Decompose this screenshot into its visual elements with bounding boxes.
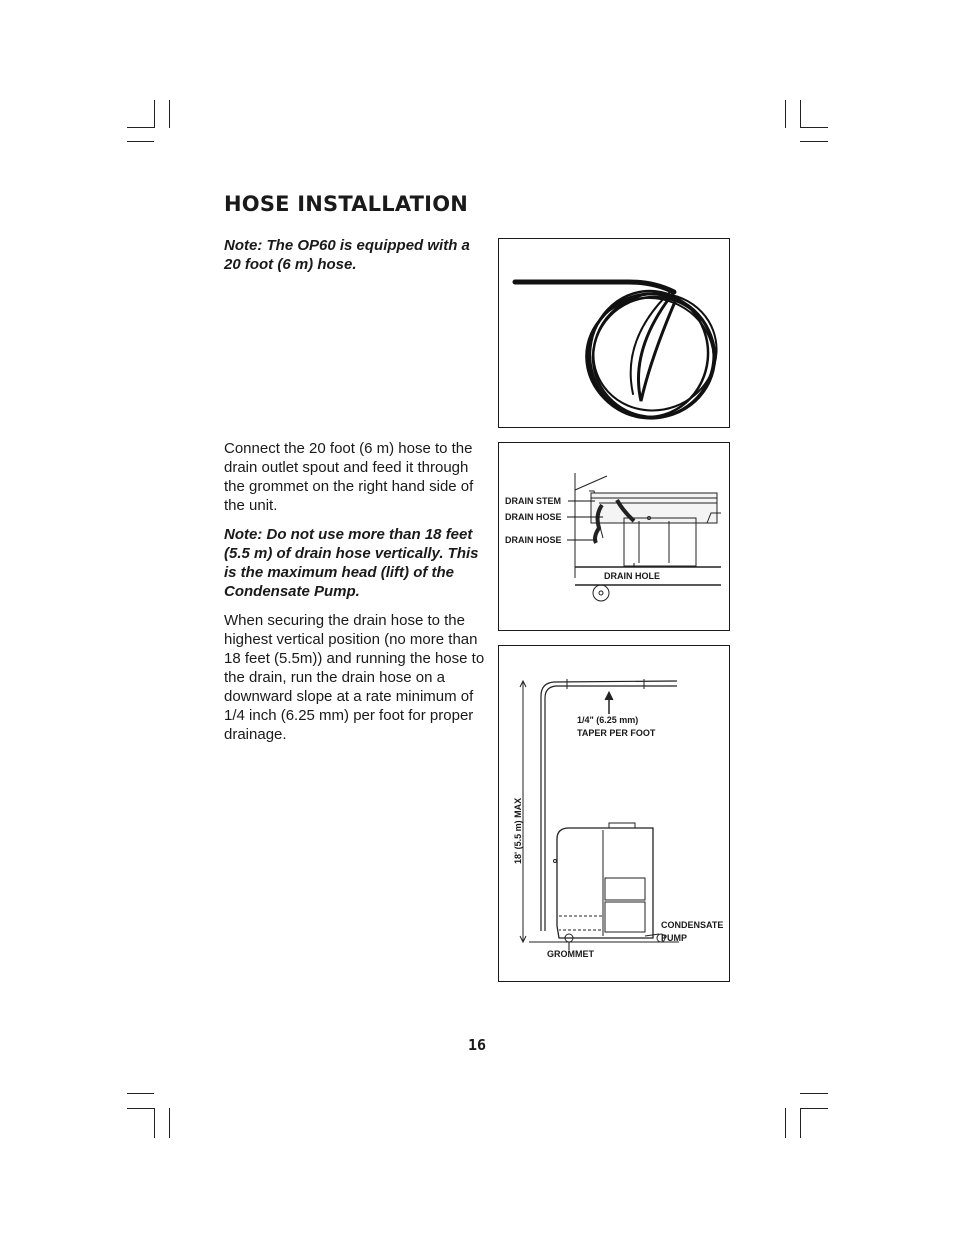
note-hose-length: Note: The OP60 is equipped with a 20 foot (6 m) hose.	[224, 237, 470, 273]
note-max-head: Note: Do not use more than 18 feet (5.5 m) of drain hose vertically. This is the maximum head (lift) of the Condensate Pump.	[224, 526, 479, 600]
label-drain-hose-lower: DRAIN HOSE	[505, 535, 562, 545]
label-drain-hole: DRAIN HOLE	[604, 571, 660, 581]
label-taper-value: 1/4" (6.25 mm)	[577, 715, 639, 725]
figure-coiled-hose	[498, 238, 730, 428]
paragraph-securing-hose: When securing the drain hose to the highest vertical position (no more than 18 feet (5.5m)) and running the hose to the drain, run the drain hose on a downward slope at a rate minimum of 1/4 inch (6.25 mm) per foot for proper drainage.	[224, 612, 485, 743]
drain-detail-illustration	[499, 443, 731, 632]
label-taper-per-foot: TAPER PER FOOT	[577, 728, 656, 738]
page-number: 16	[468, 1036, 487, 1054]
coiled-hose-illustration	[499, 239, 731, 429]
label-grommet: GROMMET	[547, 949, 594, 959]
figure-drain-detail	[498, 442, 730, 631]
page-title: HOSE INSTALLATION	[224, 192, 469, 216]
vertical-lift-illustration	[499, 646, 731, 983]
label-pump: PUMP	[661, 933, 688, 943]
paragraph-connect-hose: Connect the 20 foot (6 m) hose to the drain outlet spout and feed it through the grommet on the right hand side of the unit.	[224, 440, 474, 514]
figure-vertical-lift	[498, 645, 730, 982]
label-condensate: CONDENSATE	[661, 920, 724, 930]
label-max-height: 18' (5.5 m) MAX	[513, 797, 523, 864]
label-drain-stem: DRAIN STEM	[505, 496, 561, 506]
label-drain-hose-upper: DRAIN HOSE	[505, 512, 562, 522]
